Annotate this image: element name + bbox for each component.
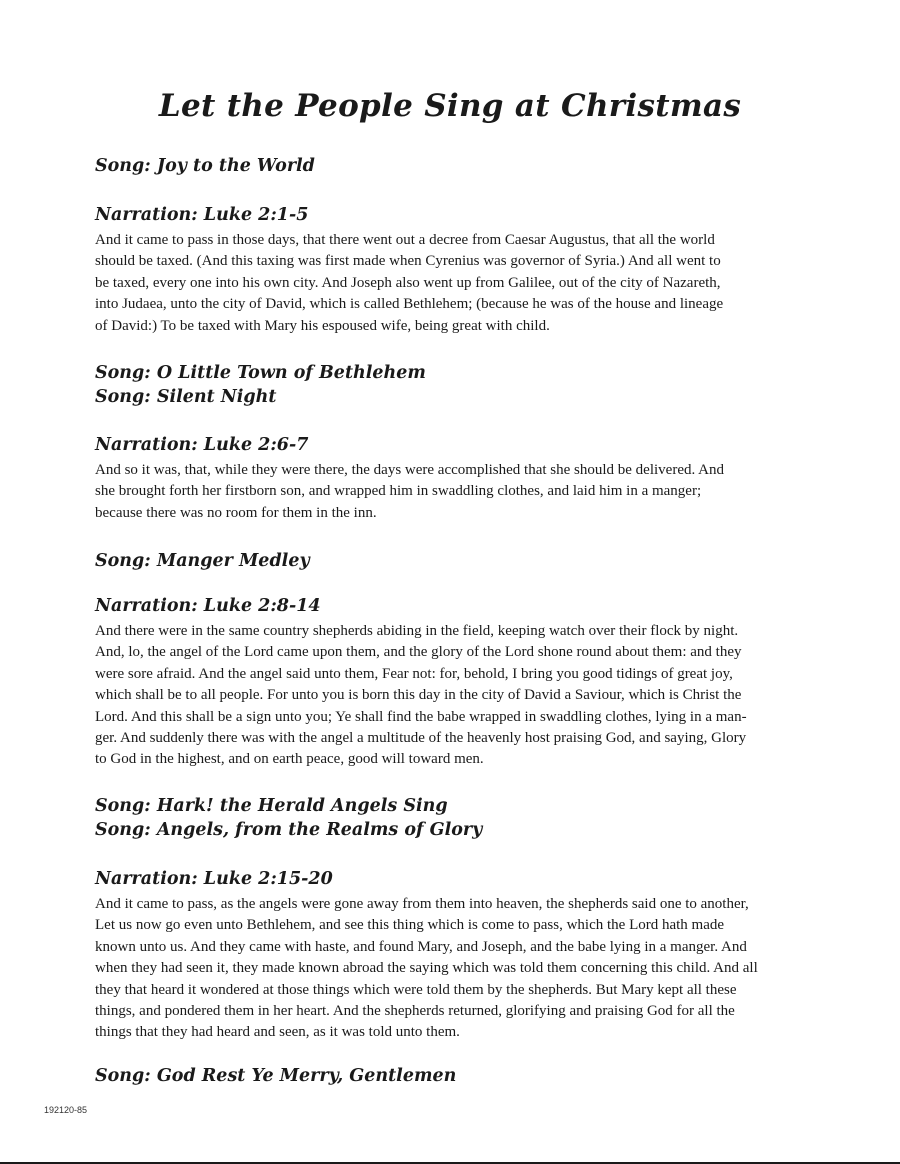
- passage-line: And there were in the same country shepherds abiding in the field, keeping watch over their flock by night.: [95, 623, 739, 639]
- passage-line: And it came to pass in those days, that there went out a decree from Caesar Augustus, that all the world: [95, 232, 715, 248]
- passage-line: should be taxed. (And this taxing was first made when Cyrenius was governor of Syria.) And all went to: [95, 253, 721, 270]
- passage-line: they that heard it wondered at those things which were told them by the shepherds. But Mary kept all these: [95, 981, 737, 998]
- passage-line: ger. And suddenly there was with the angel a multitude of the heavenly host praising God, and saying, Glory: [95, 730, 747, 747]
- passage-line: And so it was, that, while they were there, the days were accomplished that she should be delivered. And: [95, 462, 724, 478]
- passage-line: to God in the highest, and on earth peace, good will toward men.: [95, 751, 484, 768]
- passage-line: things, and pondered them in her heart. And the shepherds returned, glorifying and praising God for all the: [95, 1003, 735, 1020]
- passage-line: known unto us. And they came with haste, and found Mary, and Joseph, and the babe lying in a manger. And: [95, 938, 747, 955]
- song-heading: Song: Angels, from the Realms of Glory: [95, 820, 483, 840]
- narration-heading: Narration: Luke 2:6-7: [95, 435, 309, 455]
- song-heading: Song: Silent Night: [95, 387, 277, 407]
- passage-line: which shall be to all people. For unto you is born this day in the city of David a Saviour, which is Christ the: [95, 687, 742, 704]
- passage-line: were sore afraid. And the angel said unto them, Fear not: for, behold, I bring you good tidings of great joy,: [95, 665, 733, 682]
- passage-line: be taxed, every one into his own city. And Joseph also went up from Galilee, out of the city of Nazareth,: [95, 274, 721, 291]
- song-heading: Song: O Little Town of Bethlehem: [95, 363, 426, 383]
- song-heading: Song: God Rest Ye Merry, Gentlemen: [95, 1066, 457, 1086]
- passage-line: because there was no room for them in the inn.: [95, 504, 377, 521]
- footer-code: 192120-85: [44, 1105, 88, 1115]
- passage-line: And, lo, the angel of the Lord came upon them, and the glory of the Lord shone round about them: and they: [95, 644, 742, 661]
- narration-passage: [95, 230, 835, 337]
- passage-line: And it came to pass, as the angels were gone away from them into heaven, the shepherds said one to another,: [95, 896, 749, 912]
- passage-line: when they had seen it, they made known abroad the saying which was told them concerning this child. And all: [95, 960, 758, 977]
- song-heading: Song: Hark! the Herald Angels Sing: [95, 796, 448, 816]
- narration-heading: Narration: Luke 2:8-14: [95, 596, 321, 616]
- page-title: Let the People Sing at Christmas: [158, 88, 742, 124]
- narration-passage: [95, 894, 835, 1044]
- passage-line: Lord. And this shall be a sign unto you; Ye shall find the babe wrapped in swaddling clothes, lying in a man-: [95, 708, 747, 725]
- passage-line: things that they had heard and seen, as it was told unto them.: [95, 1024, 460, 1041]
- passage-line: Let us now go even unto Bethlehem, and see this thing which is come to pass, which the Lord hath made: [95, 917, 725, 934]
- passage-line: into Judaea, unto the city of David, which is called Bethlehem; (because he was of the house and lineage: [95, 296, 724, 313]
- passage-line: she brought forth her firstborn son, and wrapped him in swaddling clothes, and laid him in a manger;: [95, 483, 702, 500]
- narration-heading: Narration: Luke 2:15-20: [95, 869, 333, 889]
- narration-heading: Narration: Luke 2:1-5: [95, 205, 309, 225]
- passage-line: of David:) To be taxed with Mary his espoused wife, being great with child.: [95, 317, 550, 334]
- song-heading: Song: Manger Medley: [95, 551, 310, 571]
- narration-passage: [95, 621, 835, 771]
- narration-passage: [95, 460, 835, 524]
- song-heading: Song: Joy to the World: [95, 156, 315, 176]
